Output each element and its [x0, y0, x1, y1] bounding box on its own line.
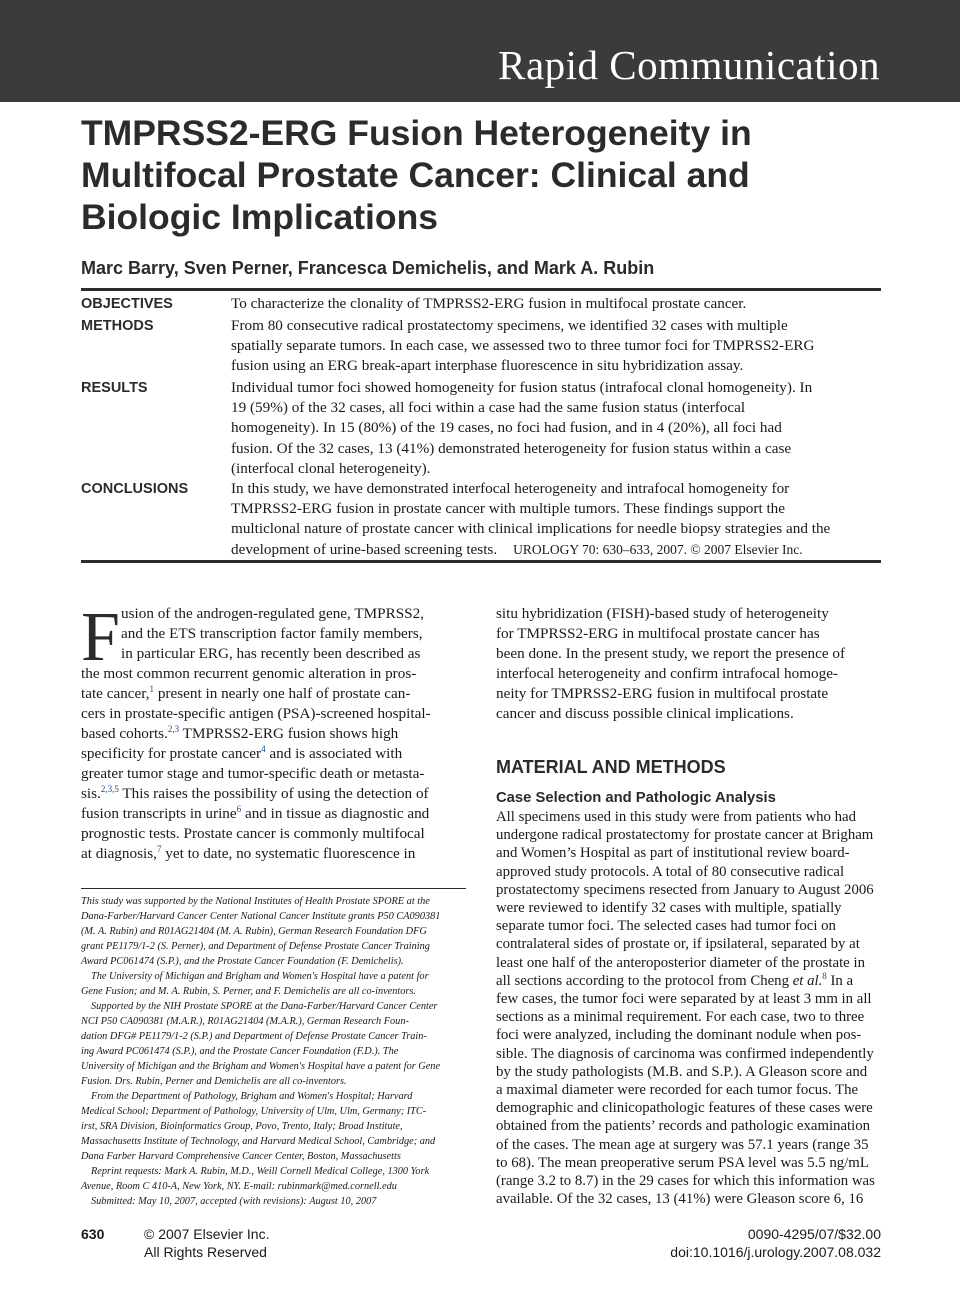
article-title: [81, 112, 881, 238]
footnote-line: grant PE1179/1-2 (S. Perner), and Department of Defense Prostate Cancer Training: [81, 941, 430, 952]
abstract-line: From 80 consecutive radical prostatectomy specimens, we identified 32 cases with multiple: [231, 317, 788, 334]
text-line: cers in prostate-specific antigen (PSA)-screened hospital-: [81, 705, 431, 722]
text-line: [496, 972, 881, 990]
text-line: for TMPRSS2-ERG in multifocal prostate cancer has: [496, 625, 820, 642]
results-label: RESULTS: [81, 380, 148, 396]
text-line: [81, 844, 466, 864]
citation-ref[interactable]: 7: [156, 844, 162, 854]
text-line: demographic and clinicopathologic features of these cases were: [496, 1100, 873, 1117]
footnote-line: From the Department of Pathology, Brigham and Women's Hospital; Harvard: [91, 1091, 413, 1102]
text-line: [81, 784, 466, 804]
text-line: and Women’s Hospital as part of institutional review board-: [496, 845, 850, 862]
text-fragment: all sections according to the protocol from Cheng: [496, 972, 793, 989]
results-text: [231, 378, 881, 479]
text-line: [81, 804, 466, 824]
header-banner: [0, 0, 960, 102]
footnote-line: This study was supported by the National Institutes of Health Prostate SPORE at the: [81, 896, 430, 907]
text-line: sections as a minimal requirement. For each case, two to three: [496, 1009, 865, 1026]
text-line: sible. The diagnosis of carcinoma was confirmed independently: [496, 1045, 874, 1062]
text-line: approved study protocols. A total of 80 consecutive radical: [496, 863, 845, 880]
citation-ref[interactable]: 1: [149, 684, 155, 694]
abstract-line: In this study, we have demonstrated interfocal heterogeneity and intrafocal homogeneity for: [231, 480, 790, 497]
text-fragment: present in nearly one half of prostate can-: [154, 685, 411, 702]
text-line: prostatectomy specimens resected from January to August 2006: [496, 881, 874, 898]
text-fragment: In a: [826, 972, 854, 989]
text-line: least one half of the anteroposterior diameter of the prostate in: [496, 954, 865, 971]
text-line: separate tumor foci. The selected cases had tumor foci on: [496, 918, 836, 935]
text-line: contralateral sides of prostate or, if ipsilateral, separated by at: [496, 936, 860, 953]
text-line: [81, 744, 466, 764]
abstract-top-rule: [81, 288, 881, 291]
footnote-line: University of Michigan and the Brigham and Women's Hospital have a patent for Gene: [81, 1061, 441, 1072]
journal-citation: UROLOGY 70: 630–633, 2007. © 2007 Elsevier Inc.: [513, 541, 803, 557]
abstract-line: TMPRSS2-ERG fusion in prostate cancer with multiple tumors. These findings support the: [231, 500, 786, 518]
footnote-line: Fusion. Drs. Rubin, Perner and Demichelis are all co-inventors.: [81, 1076, 347, 1087]
footnote-line: (M. A. Rubin) and R01AG21404 (M. A. Rubin), German Research Foundation DFG: [81, 926, 427, 937]
subsection-heading: Case Selection and Pathologic Analysis: [496, 790, 776, 806]
footnote-line: Massachusetts Institute of Technology, and Harvard Medical School, Cambridge; and: [81, 1136, 436, 1147]
text-line: were reviewed to identify 32 cases with multiple, spatially: [496, 900, 842, 917]
text-line: few cases, the tumor foci were separated by at least 3 mm in all: [496, 991, 872, 1008]
footnote-line: Submitted: May 10, 2007, accepted (with revisions): August 10, 2007: [91, 1196, 377, 1207]
text-line: and the ETS transcription factor family members,: [121, 625, 423, 642]
abstract-bottom-rule: [81, 560, 881, 563]
text-fragment: and is associated with: [265, 745, 403, 762]
text-line: (range 3.2 to 8.7) in the 29 cases for which this information was: [496, 1173, 875, 1190]
text-line: of the cases. The mean age at surgery was 57.1 years (range 35: [496, 1136, 869, 1153]
footnote-line: Avenue, Room C 410-A, New York, NY. E-mail: rubinmark@med.cornell.edu: [81, 1181, 397, 1192]
section-heading: MATERIAL AND METHODS: [496, 757, 726, 777]
author-list: Marc Barry, Sven Perner, Francesca Demichelis, and Mark A. Rubin: [81, 258, 655, 278]
footnote-line: Dana-Farber/Harvard Cancer Center National Cancer Institute grants P50 CA090381: [81, 911, 441, 922]
footnote-line: Medical School; Department of Pathology, University of Ulm, Ulm, Germany; ITC-: [81, 1106, 427, 1117]
footnotes: [81, 894, 466, 1209]
issn: 0090-4295/07/$32.00: [747, 1226, 881, 1242]
text-fragment: at diagnosis,: [81, 845, 157, 862]
abstract-line: fusion. Of the 32 cases, 13 (41%) demonstrated heterogeneity for fusion status within a case: [231, 439, 792, 457]
text-line: by the study pathologists (M.B. and S.P.). A Gleason score and: [496, 1063, 868, 1080]
footnote-line: Reprint requests: Mark A. Rubin, M.D., Weill Cornell Medical College, 1300 York: [91, 1166, 430, 1177]
abstract-line: spatially separate tumors. In each case, we assessed two to three tumor foci for TMPRSS2-ERG: [231, 337, 815, 355]
footnote-line: irst, SRA Division, Bioinformatics Group, Povo, Trento, Italy; Broad Institute,: [81, 1121, 403, 1132]
abstract-line: [231, 540, 881, 560]
footnote-line: Supported by the NIH Prostate SPORE at the Dana-Farber/Harvard Cancer Center: [91, 1001, 438, 1012]
text-line: available. Of the 32 cases, 13 (41%) were Gleason score 6, 16: [496, 1191, 864, 1208]
citation-ref[interactable]: 4: [261, 744, 266, 754]
abstract-line: homogeneity). In 15 (80%) of the 19 cases, no foci had fusion, and in 4 (20%), all foci had: [231, 419, 782, 437]
text-fragment: TMPRSS2-ERG fusion shows high: [179, 725, 399, 742]
text-fragment: specificity for prostate cancer: [81, 745, 262, 762]
text-fragment: This raises the possibility of using the detection of: [118, 785, 429, 802]
copyright: © 2007 Elsevier Inc.: [144, 1226, 270, 1242]
rights-reserved: All Rights Reserved: [144, 1244, 267, 1260]
text-line: been done. In the present study, we report the presence of: [496, 645, 846, 662]
citation-ref[interactable]: 2,3: [167, 724, 180, 734]
citation-ref[interactable]: 6: [236, 804, 242, 814]
text-line: [81, 724, 466, 744]
footnote-line: NCI P50 CA090381 (M.A.R.), R01AG21404 (M.A.R.), German Research Foun-: [81, 1016, 409, 1027]
text-fragment: based cohorts.: [81, 725, 168, 742]
text-line: situ hybridization (FISH)-based study of heterogeneity: [496, 605, 829, 622]
text-line: greater tumor stage and tumor-specific death or metasta-: [81, 765, 425, 782]
text-fragment: et al.: [792, 972, 823, 989]
abstract-line: fusion using an ERG break-apart interphase fluorescence in situ hybridization assay.: [231, 357, 744, 375]
text-line: cancer and discuss possible clinical implications.: [496, 705, 794, 722]
intro-right-column: [496, 604, 881, 724]
text-line: obtained from the patients’ records and pathologic examination: [496, 1118, 871, 1135]
text-fragment: and in tissue as diagnostic and: [241, 805, 430, 822]
methods-text: [231, 316, 881, 377]
text-line: in particular ERG, has recently been described as: [121, 645, 421, 662]
objectives-label: OBJECTIVES: [81, 296, 173, 312]
conclusions-text: [231, 479, 881, 560]
text-line: prognostic tests. Prostate cancer is commonly multifocal: [81, 825, 425, 842]
drop-cap: F: [81, 599, 120, 676]
text-fragment: tate cancer,: [81, 685, 150, 702]
abstract-line: Individual tumor foci showed homogeneity for fusion status (intrafocal clonal homogeneity). In: [231, 379, 813, 396]
footnote-line: Gene Fusion; and M. A. Rubin, S. Perner, and F. Demichelis are all co-inventors.: [81, 986, 416, 997]
text-fragment: yet to date, no systematic fluorescence in: [161, 845, 416, 862]
abstract-line: 19 (59%) of the 32 cases, all foci within a case had the same fusion status (interfocal: [231, 399, 746, 417]
text-line: interfocal heterogeneity and confirm intrafocal homoge-: [496, 665, 838, 682]
methods-column: [496, 808, 881, 1208]
footnote-line: ing Award PC061474 (S.P.), and the Prostate Cancer Foundation (F.D.). The: [81, 1046, 399, 1057]
text-line: usion of the androgen-regulated gene, TMPRSS2,: [121, 605, 425, 622]
citation-ref[interactable]: 2,3,5: [100, 784, 119, 794]
footnote-rule: [81, 888, 466, 889]
footnote-line: dation DFG# PE1179/1-2 (S.P.) and Department of Defense Prostate Cancer Train-: [81, 1031, 427, 1042]
text-line: foci were analyzed, including the dominant nodule when pos-: [496, 1027, 862, 1044]
section-label: Rapid Communication: [498, 42, 880, 88]
text-line: All specimens used in this study were from patients who had: [496, 809, 856, 825]
doi-link[interactable]: doi:10.1016/j.urology.2007.08.032: [670, 1244, 881, 1260]
text-line: [81, 684, 466, 704]
text-line: a maximal diameter were recorded for each tumor focus. The: [496, 1082, 859, 1099]
title-line: Multifocal Prostate Cancer: Clinical and: [81, 155, 750, 195]
abstract-line: (interfocal clonal heterogeneity).: [231, 459, 431, 477]
objectives-text: [231, 294, 881, 314]
intro-left-column: [81, 599, 466, 864]
citation-ref[interactable]: 8: [822, 970, 827, 981]
text-fragment: sis.: [81, 785, 101, 802]
text-line: the most common recurrent genomic alteration in pros-: [81, 665, 417, 682]
text-line: to 68). The mean preoperative serum PSA level was 5.5 ng/mL: [496, 1154, 869, 1171]
methods-label: METHODS: [81, 318, 154, 334]
title-line: TMPRSS2-ERG Fusion Heterogeneity in: [81, 113, 752, 153]
abstract-line-text: development of urine-based screening tests.: [231, 540, 498, 558]
footnote-line: Dana Farber Harvard Comprehensive Cancer Center, Boston, Massachusetts: [81, 1151, 401, 1162]
title-line: Biologic Implications: [81, 197, 439, 237]
abstract-line: multiclonal nature of prostate cancer with clinical implications for needle biopsy strategies and the: [231, 520, 831, 538]
abstract-line: To characterize the clonality of TMPRSS2-ERG fusion in multifocal prostate cancer.: [231, 295, 747, 312]
page-number: 630: [81, 1226, 105, 1242]
footnote-line: The University of Michigan and Brigham and Women's Hospital have a patent for: [91, 971, 429, 982]
text-fragment: fusion transcripts in urine: [81, 805, 237, 822]
footnote-line: Award PC061474 (S.P.), and the Prostate Cancer Foundation (F. Demichelis).: [81, 956, 404, 967]
text-line: neity for TMPRSS2-ERG fusion in multifocal prostate: [496, 685, 829, 702]
conclusions-label: CONCLUSIONS: [81, 481, 189, 497]
text-line: undergone radical prostatectomy for prostate cancer at Brigham: [496, 827, 874, 844]
